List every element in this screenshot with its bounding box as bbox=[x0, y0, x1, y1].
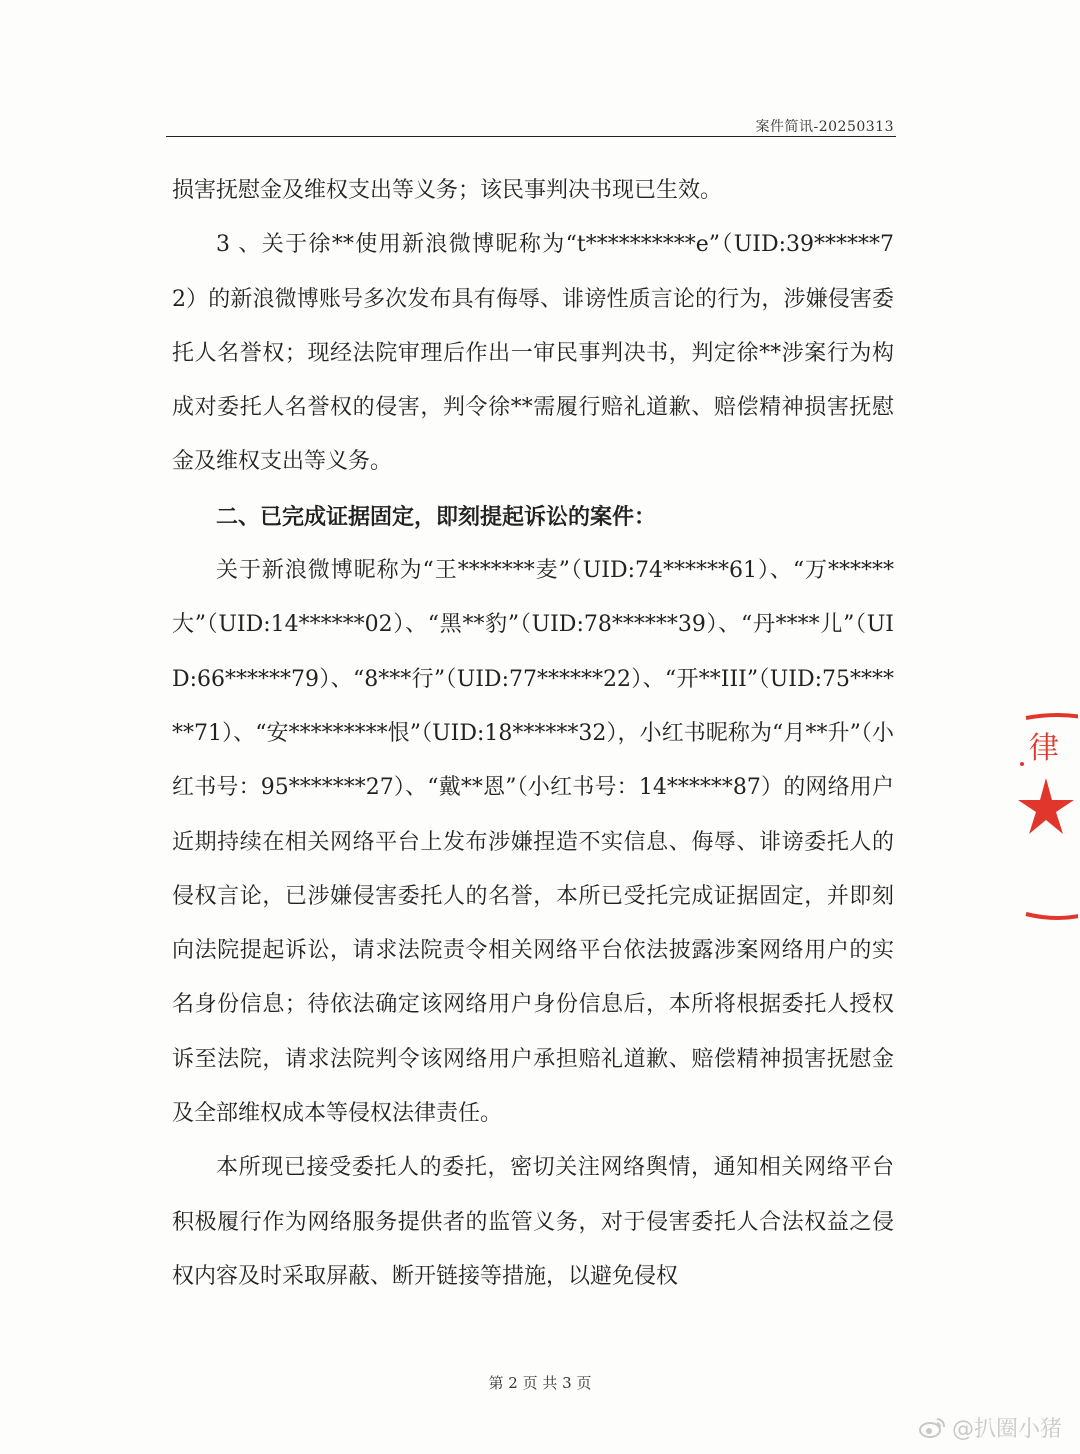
paragraph-monitoring: 本所现已接受委托人的委托，密切关注网络舆情，通知相关网络平台积极履行作为网络服务提供者的监管义务，对于侵害委托人合法权益之侵权内容及时采取屏蔽、断开链接等措施，以避免侵权 bbox=[172, 1155, 894, 1289]
document-code: 案件简讯-20250313 bbox=[755, 119, 894, 135]
weibo-watermark bbox=[918, 1412, 1062, 1443]
paragraph-item-3: 3 、关于徐**使用新浪微博昵称为“t**********e”（UID:39******72）的新浪微博账号多次发布具有侮辱、诽谤性质言论的行为，涉嫌侵害委托人名誉权；现经法院审理后作出一审民事判决书，判定徐**涉案行为构成对委托人名誉权的侵害，判令徐**需履行赔礼道歉、赔偿精神损害抚慰金及维权支出等义务。 bbox=[172, 232, 894, 475]
weibo-icon bbox=[918, 1417, 946, 1439]
section-heading-2: 二、已完成证据固定，即刻提起诉讼的案件： bbox=[216, 503, 657, 530]
svg-text:律: 律 bbox=[1029, 731, 1059, 766]
page-number: 第 2 页 共 3 页 bbox=[488, 1374, 592, 1392]
law-firm-seal bbox=[1018, 712, 1078, 922]
watermark-text: @扒圈小猪 bbox=[951, 1417, 1062, 1442]
document-body bbox=[172, 164, 894, 1304]
paragraph-pending-cases: 关于新浪微博昵称为“王*******麦”（UID:74******61）、“万******大”（UID:14******02）、“黑**豹”（UID:78******39）、“丹****儿”（UID:66******79）、“8***行”（UID:77******22）、“开**III”（UID:75******71）、“安*********恨”（UID:18******32），小红书昵称为“月**升”（小红书号：95*******27）、“戴**恩”（小红书号：14******87）的网络用户近期持续在相关网络平台上发布涉嫌捏造不实信息、侮辱、诽谤委托人的侵权言论，已涉嫌侵害委托人的名誉，本所已受托完成证据固定，并即刻向法院提起诉讼，请求法院责令相关网络平台依法披露涉案网络用户的实名身份信息；待依法确定该网络用户身份信息后，本所将根据委托人授权诉至法院，请求法院判令该网络用户承担赔礼道歉、赔偿精神损害抚慰金及全部维权成本等侵权法律责任。 bbox=[172, 558, 894, 1127]
paragraph-continuation: 损害抚慰金及维权支出等义务；该民事判决书现已生效。 bbox=[172, 178, 723, 203]
seal-icon bbox=[1018, 712, 1078, 922]
header-divider bbox=[166, 136, 896, 137]
